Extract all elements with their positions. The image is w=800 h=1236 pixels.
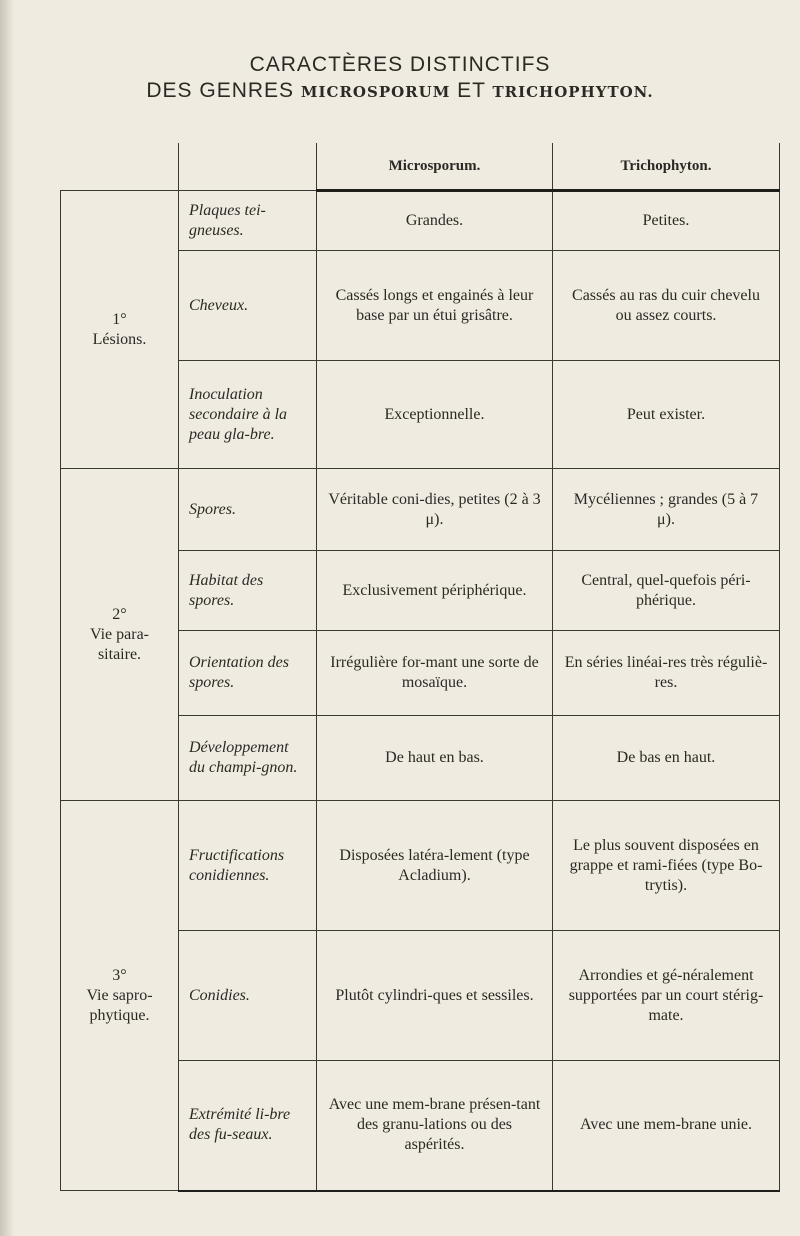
feature-label: Inoculation secondaire à la peau gla-bre. xyxy=(179,361,317,469)
section-number: 1° xyxy=(112,310,127,328)
comparison-table xyxy=(60,143,780,1192)
table-header-row xyxy=(61,143,780,191)
section-label xyxy=(61,801,179,1191)
section-name: Vie para-sitaire. xyxy=(90,625,149,663)
microsporum-value: Véritable coni-dies, petites (2 à 3 μ). xyxy=(317,469,553,551)
feature-label: Développement du champi-gnon. xyxy=(179,716,317,801)
feature-label: Plaques tei-gneuses. xyxy=(179,191,317,251)
table-row xyxy=(61,469,780,551)
heading-connector: ET xyxy=(457,79,486,102)
genus-trichophyton: TRICHOPHYTON. xyxy=(492,83,654,101)
col-header-trichophyton: Trichophyton. xyxy=(553,143,780,191)
microsporum-value: Cassés longs et engainés à leur base par un étui grisâtre. xyxy=(317,251,553,361)
section-label xyxy=(61,469,179,801)
microsporum-value: Exceptionnelle. xyxy=(317,361,553,469)
trichophyton-value: Avec une mem-brane unie. xyxy=(553,1061,780,1191)
microsporum-value: Avec une mem-brane présen-tant des granu-lations ou des aspérités. xyxy=(317,1061,553,1191)
trichophyton-value: Peut exister. xyxy=(553,361,780,469)
header-blank-cell xyxy=(61,143,179,191)
col-header-microsporum: Microsporum. xyxy=(317,143,553,191)
section-number: 2° xyxy=(112,605,127,623)
feature-label: Orientation des spores. xyxy=(179,631,317,716)
trichophyton-value: Le plus souvent disposées en grappe et rami-fiées (type Bo-trytis). xyxy=(553,801,780,931)
microsporum-value: Plutôt cylindri-ques et sessiles. xyxy=(317,931,553,1061)
feature-label: Spores. xyxy=(179,469,317,551)
trichophyton-value: Cassés au ras du cuir chevelu ou assez courts. xyxy=(553,251,780,361)
trichophyton-value: De bas en haut. xyxy=(553,716,780,801)
page-edge-shadow xyxy=(0,0,14,1236)
section-number: 3° xyxy=(112,966,127,984)
section-name: Lésions. xyxy=(92,330,147,348)
trichophyton-value: Arrondies et gé-néralement supportées par un court stérig-mate. xyxy=(553,931,780,1061)
trichophyton-value: En séries linéai-res très réguliè-res. xyxy=(553,631,780,716)
microsporum-value: De haut en bas. xyxy=(317,716,553,801)
heading-line-2 xyxy=(0,78,800,105)
feature-label: Extrémité li-bre des fu-seaux. xyxy=(179,1061,317,1191)
heading-prefix: DES GENRES xyxy=(146,79,295,102)
feature-label: Fructifications conidiennes. xyxy=(179,801,317,931)
trichophyton-value: Petites. xyxy=(553,191,780,251)
table-row xyxy=(61,191,780,251)
feature-label: Habitat des spores. xyxy=(179,551,317,631)
microsporum-value: Irrégulière for-mant une sorte de mosaïque. xyxy=(317,631,553,716)
microsporum-value: Exclusivement périphérique. xyxy=(317,551,553,631)
header-blank-cell xyxy=(179,143,317,191)
page-heading xyxy=(0,52,800,105)
feature-label: Conidies. xyxy=(179,931,317,1061)
feature-label: Cheveux. xyxy=(179,251,317,361)
trichophyton-value: Central, quel-quefois péri-phérique. xyxy=(553,551,780,631)
heading-line-1: CARACTÈRES DISTINCTIFS xyxy=(249,53,551,76)
microsporum-value: Disposées latéra-lement (type Acladium). xyxy=(317,801,553,931)
trichophyton-value: Mycéliennes ; grandes (5 à 7 μ). xyxy=(553,469,780,551)
table-row xyxy=(61,801,780,931)
microsporum-value: Grandes. xyxy=(317,191,553,251)
section-label xyxy=(61,191,179,469)
section-name: Vie sapro-phytique. xyxy=(86,986,153,1024)
genus-microsporum: MICROSPORUM xyxy=(300,83,451,101)
